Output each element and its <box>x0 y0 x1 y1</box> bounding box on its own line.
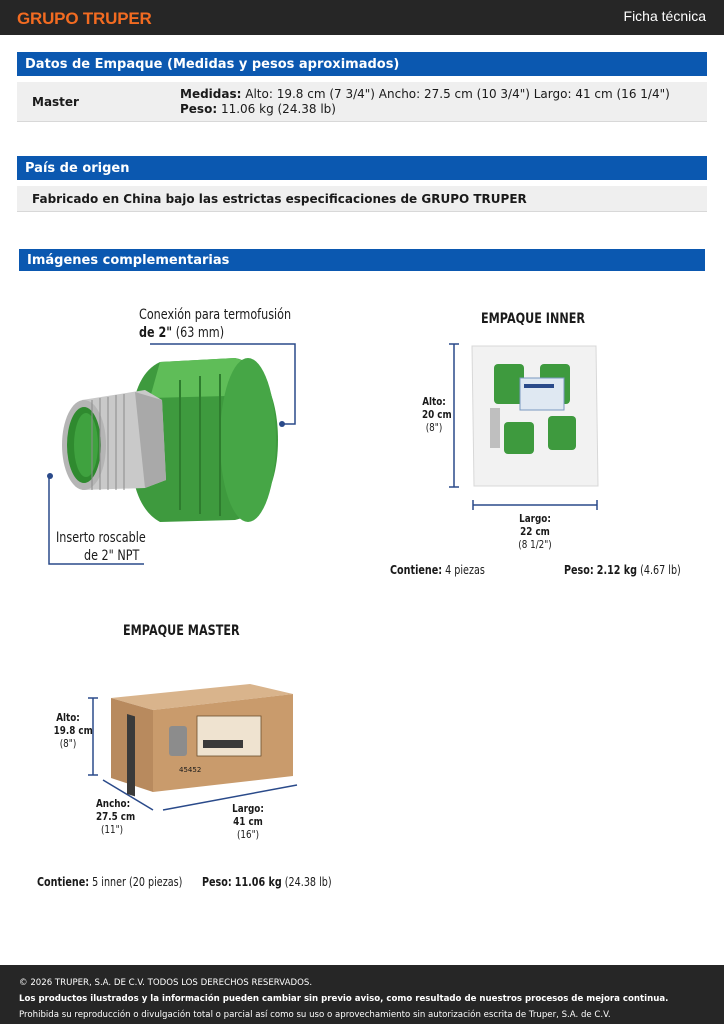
footer <box>0 965 724 1024</box>
inner-title: EMPAQUE INNER <box>481 311 585 327</box>
packaging-value <box>180 87 700 117</box>
master-largo <box>232 802 264 841</box>
master-contiene-value: 5 inner (20 piezas) <box>92 875 183 889</box>
master-alto <box>53 711 93 750</box>
origin-text: Fabricado en China bajo las estrictas especificaciones de GRUPO TRUPER <box>32 192 527 206</box>
master-alto-imperial: (8") <box>59 737 77 750</box>
packaging-label: Master <box>32 95 79 109</box>
inner-contiene-label: Contiene: <box>390 563 443 577</box>
inner-contiene <box>390 563 485 577</box>
connection-label-line1: Conexión para termofusión <box>139 307 292 323</box>
master-box-code: 45452 <box>179 766 202 774</box>
origin-title-text: País de origen <box>25 160 130 176</box>
peso-text: 11.06 kg (24.38 lb) <box>220 102 336 116</box>
master-alto-label: Alto: <box>56 711 80 724</box>
inner-alto-imperial: (8") <box>425 421 443 434</box>
connection-size: de 2" <box>139 325 173 341</box>
inner-contiene-value: 4 piezas <box>445 563 485 577</box>
master-contiene-label: Contiene: <box>37 875 90 889</box>
insert-label-line1: Inserto roscable <box>56 530 146 546</box>
connection-label-line2 <box>139 324 291 342</box>
master-peso-label: Peso: <box>202 875 232 889</box>
master-box-image <box>85 680 315 815</box>
peso-label: Peso: <box>180 102 218 116</box>
connection-label <box>139 306 291 342</box>
inner-largo-imperial: (8 1/2") <box>518 538 552 551</box>
insert-label-line2: de 2" NPT <box>84 548 140 564</box>
medidas-label: Medidas: <box>180 87 242 101</box>
footer-prohibition: Prohibida su reproducción o divulgación total o parcial así como su uso o aprovechamiento sin autorización escrita de Truper, S.A. de C.V. <box>19 1010 611 1020</box>
master-ancho-imperial: (11") <box>100 823 124 836</box>
images-section-title <box>19 249 705 271</box>
document-type: Ficha técnica <box>623 8 706 24</box>
footer-notice: Los productos ilustrados y la información pueden cambiar sin previo aviso, como resultado de nuestros procesos de mejora continua. <box>19 994 669 1004</box>
inner-largo <box>517 512 554 551</box>
inner-package-image <box>444 340 614 515</box>
inner-alto-value: 20 cm <box>422 408 452 421</box>
packaging-title-text: Datos de Empaque (Medidas y pesos aproximados) <box>25 56 400 72</box>
master-ancho-label: Ancho: <box>96 797 131 810</box>
origin-row <box>17 186 707 212</box>
master-largo-imperial: (16") <box>236 828 260 841</box>
master-ancho <box>96 797 136 836</box>
top-bar <box>0 0 724 35</box>
inner-alto <box>422 395 452 434</box>
master-largo-value: 41 cm <box>233 815 263 828</box>
origin-section-title <box>17 156 707 180</box>
brand-logo: GRUPO TRUPER <box>17 9 152 28</box>
footer-copyright: © 2026 TRUPER, S.A. DE C.V. TODOS LOS DERECHOS RESERVADOS. <box>19 978 313 988</box>
images-title-text: Imágenes complementarias <box>27 252 230 268</box>
inner-peso-lb: (4.67 lb) <box>640 563 681 577</box>
inner-largo-label: Largo: <box>519 512 551 525</box>
inner-peso-kg: 2.12 kg <box>596 563 638 577</box>
master-contiene <box>37 875 182 889</box>
packaging-row-master <box>17 82 707 122</box>
inner-peso <box>564 563 681 577</box>
master-peso <box>202 875 332 889</box>
inner-peso-label: Peso: <box>564 563 594 577</box>
master-title: EMPAQUE MASTER <box>123 623 240 639</box>
master-largo-label: Largo: <box>232 802 264 815</box>
insert-label <box>56 529 146 565</box>
master-ancho-value: 27.5 cm <box>96 810 136 823</box>
connection-mm: (63 mm) <box>175 325 225 341</box>
packaging-section-title <box>17 52 707 76</box>
master-alto-value: 19.8 cm <box>53 724 93 737</box>
inner-largo-value: 22 cm <box>520 525 550 538</box>
inner-alto-label: Alto: <box>422 395 446 408</box>
master-peso-lb: (24.38 lb) <box>284 875 332 889</box>
master-peso-kg: 11.06 kg <box>234 875 282 889</box>
medidas-text: Alto: 19.8 cm (7 3/4") Ancho: 27.5 cm (10 3/4") Largo: 41 cm (16 1/4") <box>245 87 670 101</box>
